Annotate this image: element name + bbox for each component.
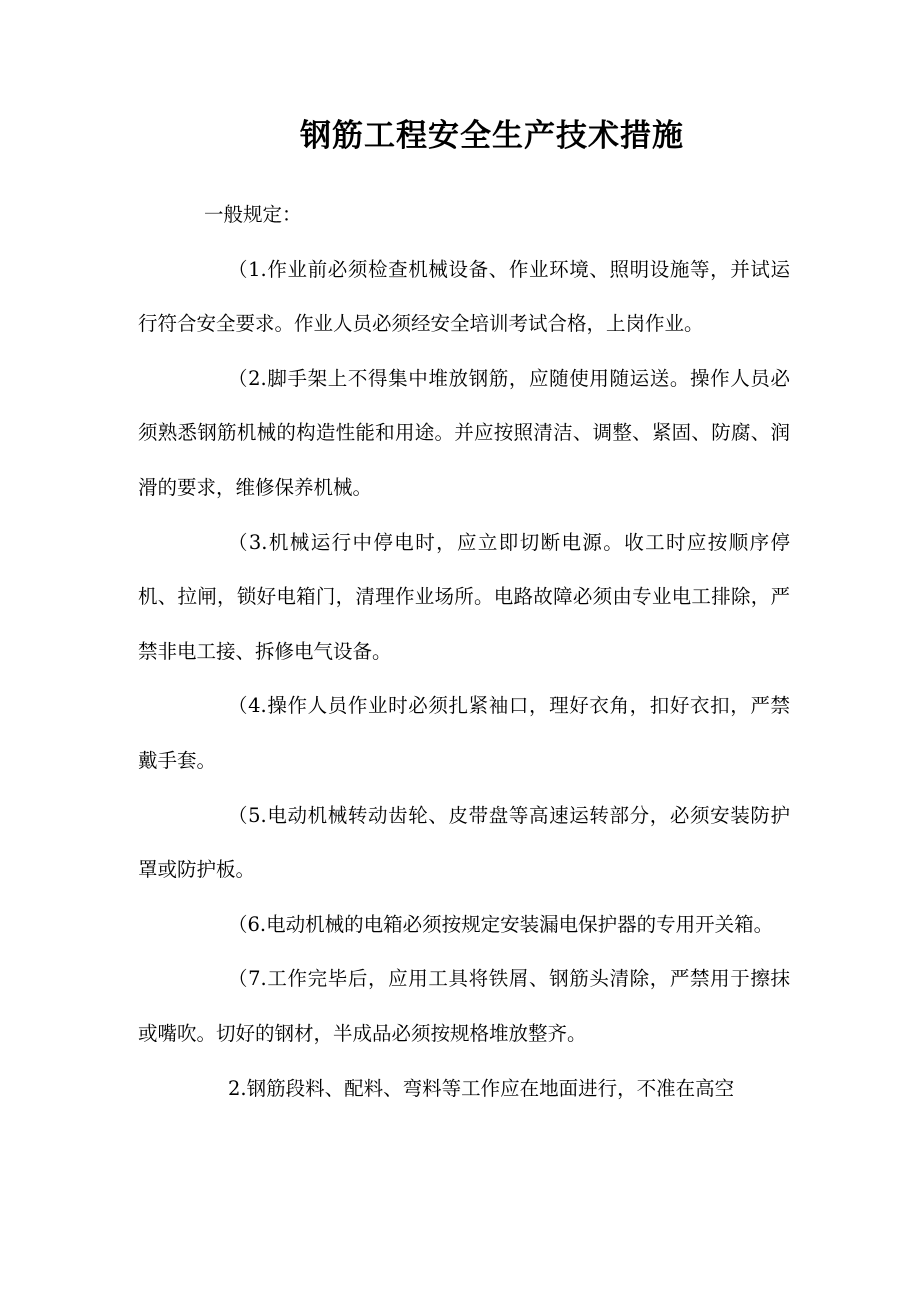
intro-heading: 一般规定： bbox=[204, 203, 302, 226]
document-title: 钢筋工程安全生产技术措施 bbox=[300, 118, 684, 154]
paragraph-5: （5.电动机械转动齿轮、皮带盘等高速运转部分，必须安装防护罩或防护板。 bbox=[138, 803, 790, 882]
paragraph-3: （3.机械运行中停电时，应立即切断电源。收工时应按顺序停机、拉闸，锁好电箱门，清理作业场所。电路故障必须由专业电工排除，严禁非电工接、拆修电气设备。 bbox=[138, 530, 790, 663]
document-body bbox=[138, 188, 790, 1116]
paragraph-7: （7.工作完毕后，应用工具将铁屑、钢筋头清除，严禁用于擦抹或嘴吹。切好的钢材，半成品必须按规格堆放整齐。 bbox=[138, 967, 790, 1045]
paragraph-1: （1.作业前必须检查机械设备、作业环境、照明设施等，并试运行符合安全要求。作业人员必须经安全培训考试合格，上岗作业。 bbox=[138, 257, 790, 336]
paragraph-4: （4.操作人员作业时必须扎紧袖口，理好衣角，扣好衣扣，严禁戴手套。 bbox=[138, 694, 790, 772]
paragraph-2: （2.脚手架上不得集中堆放钢筋，应随使用随运送。操作人员必须熟悉钢筋机械的构造性能和用途。并应按照清洁、调整、紧固、防腐、润滑的要求，维修保养机械。 bbox=[138, 366, 790, 499]
section-2-paragraph: 2.钢筋段料、配料、弯料等工作应在地面进行，不准在高空 bbox=[228, 1076, 735, 1100]
paragraph-6: （6.电动机械的电箱必须按规定安装漏电保护器的专用开关箱。 bbox=[228, 912, 774, 936]
